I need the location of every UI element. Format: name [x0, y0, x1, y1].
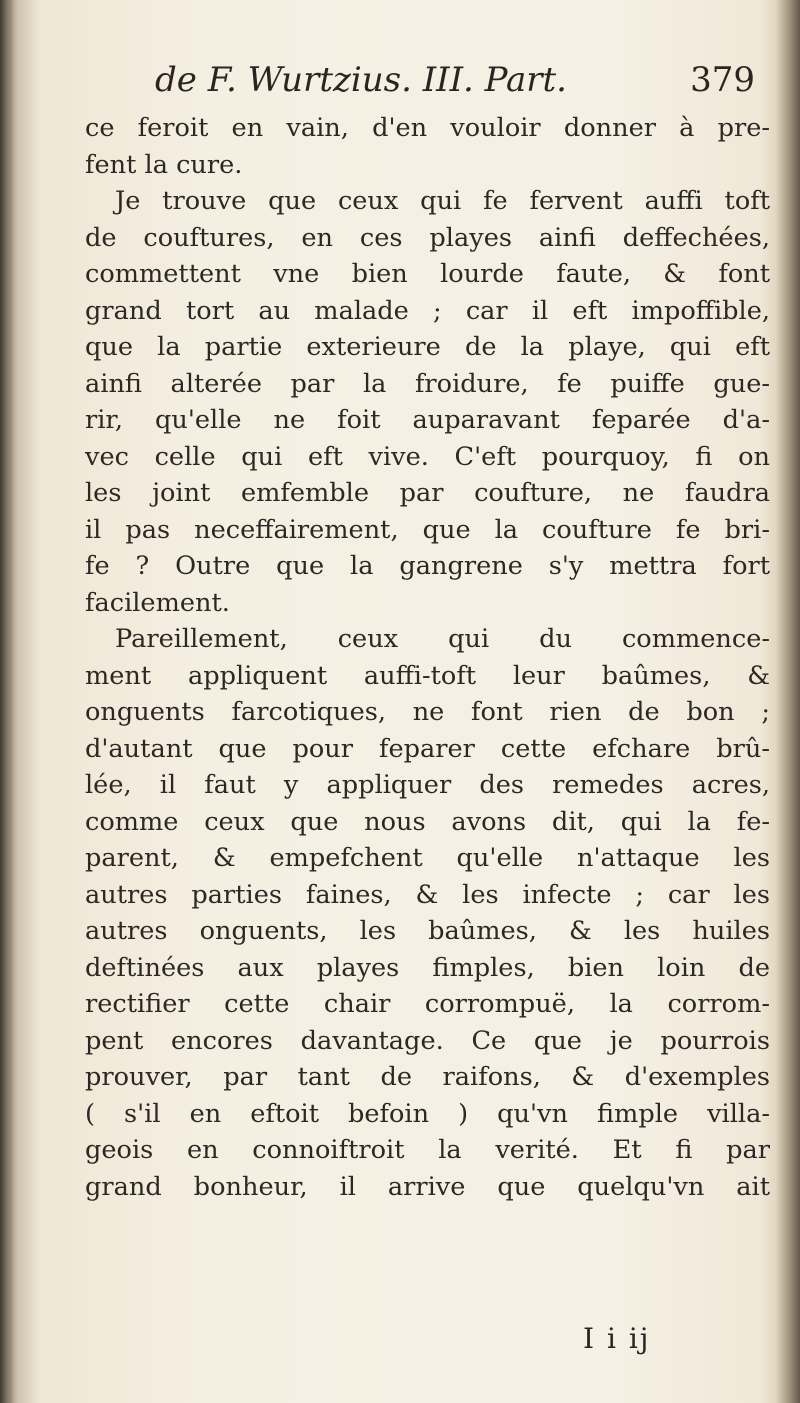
body-text: [85, 110, 770, 1205]
text-line: Je trouve que ceux qui fe fervent auffi toft: [115, 186, 770, 216]
text-line: Pareillement, ceux qui du commence-: [115, 624, 770, 654]
text-line: fe ? Outre que la gangrene s'y mettra fort: [85, 551, 770, 581]
text-line: autres onguents, les baûmes, & les huiles: [85, 916, 770, 946]
running-header: [155, 60, 775, 108]
text-line: ainfi alterée par la froidure, fe puiffe gue-: [85, 368, 770, 399]
text-line: fent la cure.: [85, 149, 243, 180]
binding-shadow: [0, 0, 14, 1403]
text-line: de couftures, en ces playes ainfi deffechées,: [85, 222, 770, 253]
text-line: onguents farcotiques, ne font rien de bon ;: [85, 697, 770, 727]
text-line: ( s'il en eftoit befoin ) qu'vn fimple villa-: [85, 1098, 770, 1129]
text-line: vec celle qui eft vive. C'eft pourquoy, fi on: [85, 441, 770, 472]
text-line: ce feroit en vain, d'en vouloir donner à pre-: [85, 113, 770, 143]
text-line: il pas neceffairement, que la coufture fe bri-: [85, 514, 770, 545]
text-line: rectifier cette chair corrompuë, la corrom-: [85, 989, 770, 1019]
signature-mark: I i ij: [583, 1322, 651, 1355]
page-edge-shadow: [776, 0, 800, 1403]
text-line: facilement.: [85, 587, 230, 618]
text-line: comme ceux que nous avons dit, qui la fe-: [85, 806, 770, 837]
text-line: pent encores davantage. Ce que je pourrois: [85, 1025, 770, 1056]
page-number: 379: [690, 60, 755, 100]
text-line: geois en connoiftroit la verité. Et fi par: [85, 1135, 770, 1165]
text-line: autres parties faines, & les infecte ; car les: [85, 879, 770, 910]
text-line: ment appliquent auffi-toft leur baûmes, &: [85, 660, 770, 691]
text-line: grand tort au malade ; car il eft impoffible,: [85, 295, 770, 326]
text-line: grand bonheur, il arrive que quelqu'vn ait: [85, 1171, 770, 1202]
text-line: rir, qu'elle ne foit auparavant feparée d'a-: [85, 405, 770, 435]
text-line: que la partie exterieure de la playe, qui eft: [85, 332, 770, 362]
text-line: commettent vne bien lourde faute, & font: [85, 259, 770, 289]
text-line: d'autant que pour feparer cette efchare brû-: [85, 733, 770, 764]
text-line: lée, il faut y appliquer des remedes acres,: [85, 770, 770, 800]
text-line: deftinées aux playes fimples, bien loin de: [85, 952, 770, 983]
text-line: prouver, par tant de raifons, & d'exemples: [85, 1062, 770, 1092]
running-title: de F. Wurtzius. III. Part.: [155, 60, 567, 100]
text-line: les joint emfemble par coufture, ne faudra: [85, 478, 770, 508]
text-line: parent, & empefchent qu'elle n'attaque les: [85, 843, 770, 873]
